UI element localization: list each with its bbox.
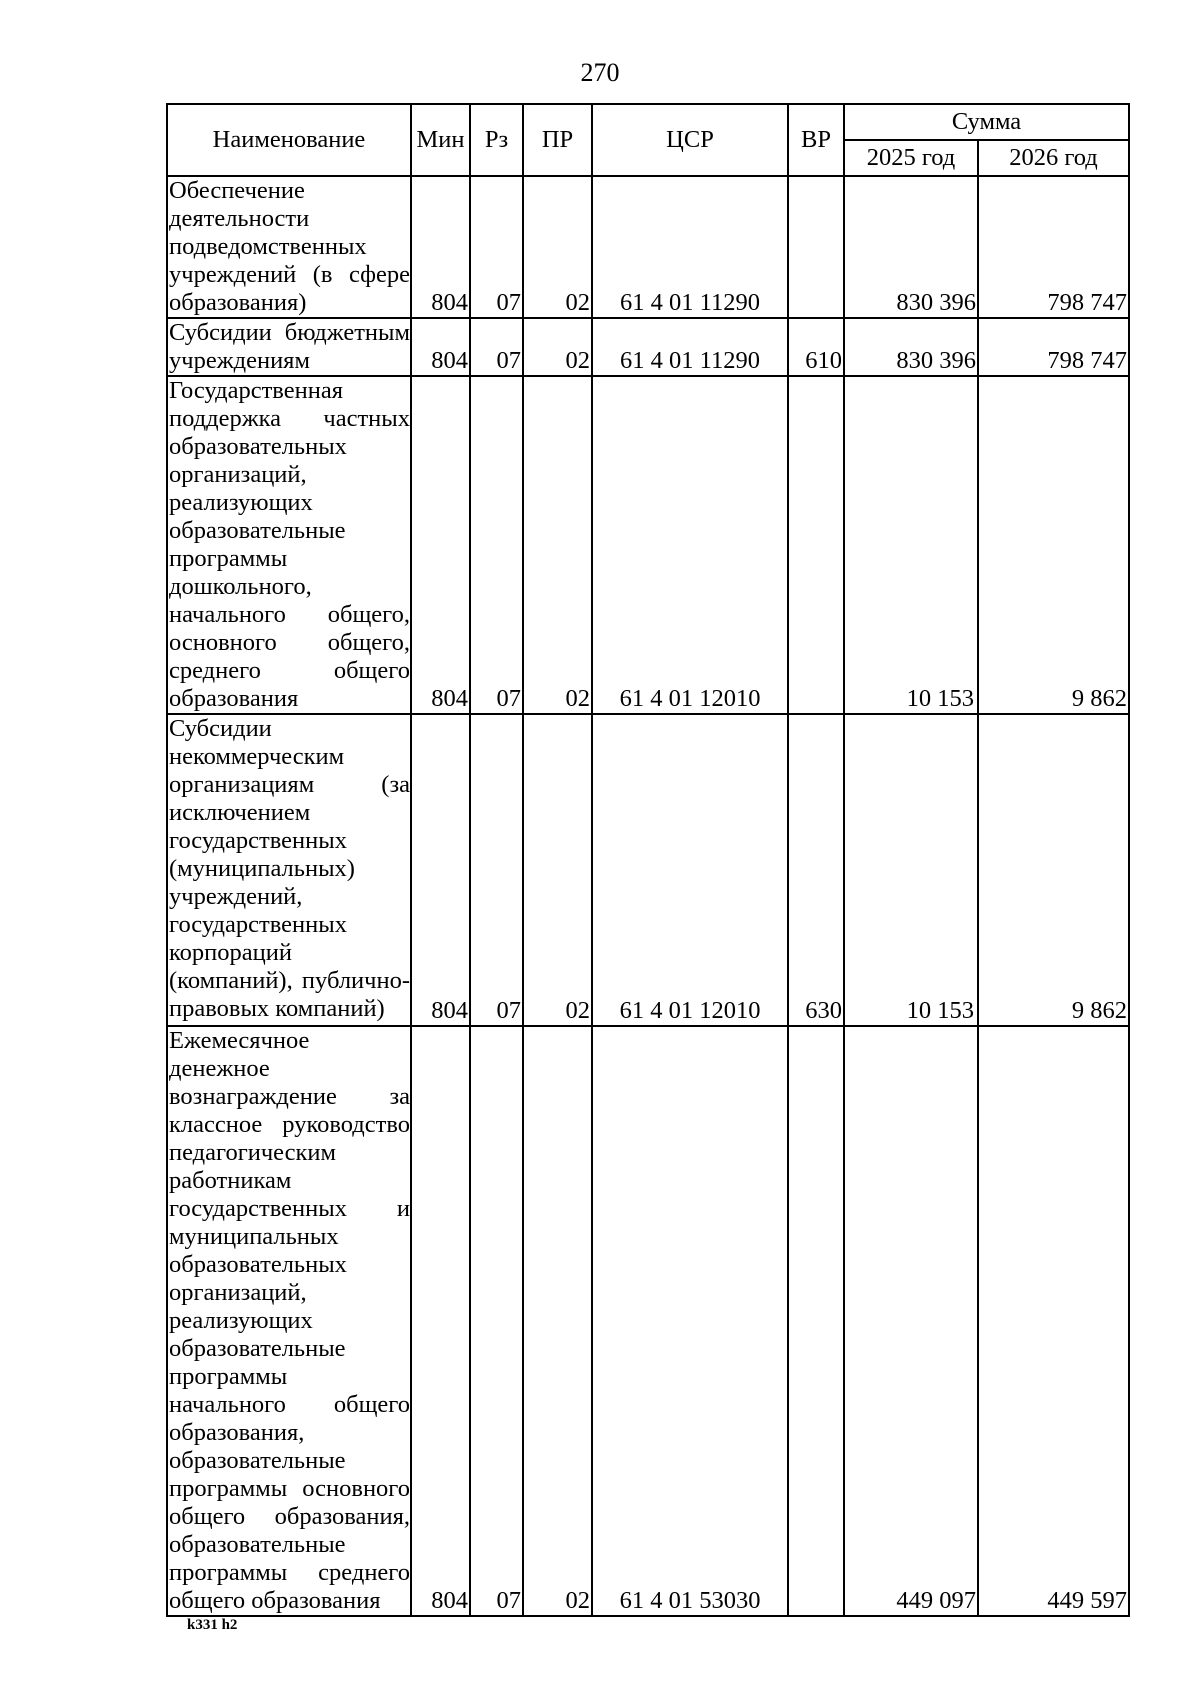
row-sum-2025: 830 396 <box>844 318 978 376</box>
row-rz: 07 <box>470 714 523 1026</box>
row-pr: 02 <box>523 714 592 1026</box>
table-body <box>167 176 1129 1616</box>
row-min: 804 <box>411 714 470 1026</box>
row-sum-2026: 449 597 <box>978 1026 1129 1616</box>
row-csr: 61 4 01 11290 <box>592 176 788 318</box>
row-csr: 61 4 01 11290 <box>592 318 788 376</box>
table-row <box>167 714 1129 1026</box>
row-pr: 02 <box>523 1026 592 1616</box>
row-name: Государственная поддержка частных образовательных организаций, реализующих образовательные программы дошкольного, начального общего, основного общего, среднего общего образования <box>169 377 410 712</box>
header-csr: ЦСР <box>592 104 788 176</box>
header-year-2025: 2025 год <box>844 140 978 176</box>
table-row <box>167 318 1129 376</box>
row-sum-2026: 9 862 <box>978 714 1129 1026</box>
header-vr: ВР <box>788 104 844 176</box>
row-csr: 61 4 01 12010 <box>592 714 788 1026</box>
row-name: Обеспечение деятельности подведомственных учреждений (в сфере образования) <box>169 177 410 316</box>
row-min: 804 <box>411 318 470 376</box>
row-sum-2026: 798 747 <box>978 176 1129 318</box>
budget-table <box>166 103 1130 1617</box>
row-vr <box>788 1026 844 1616</box>
table-row <box>167 1026 1129 1616</box>
row-rz: 07 <box>470 1026 523 1616</box>
row-name: Субсидии бюджетным учреждениям <box>169 319 410 374</box>
header-sum: Сумма <box>844 104 1129 140</box>
row-min: 804 <box>411 176 470 318</box>
row-rz: 07 <box>470 376 523 714</box>
header-name: Наименование <box>167 104 411 176</box>
row-name: Субсидии некоммерческим организациям (за исключением государственных (муниципальных) учреждений, государственных корпораций (компаний), публично-правовых компаний) <box>167 714 411 1026</box>
row-rz: 07 <box>470 176 523 318</box>
table-row <box>167 176 1129 318</box>
header-rz: Рз <box>470 104 523 176</box>
page-number: 270 <box>580 58 620 87</box>
footer-code: k331 h2 <box>187 1617 238 1633</box>
row-vr <box>788 176 844 318</box>
table-row <box>167 376 1129 714</box>
row-min: 804 <box>411 376 470 714</box>
row-pr: 02 <box>523 318 592 376</box>
row-pr: 02 <box>523 376 592 714</box>
header-year-2026: 2026 год <box>978 140 1129 176</box>
row-rz: 07 <box>470 318 523 376</box>
row-sum-2026: 798 747 <box>978 318 1129 376</box>
table-header <box>167 104 1129 176</box>
row-sum-2025: 10 153 <box>844 376 978 714</box>
row-min: 804 <box>411 1026 470 1616</box>
row-pr: 02 <box>523 176 592 318</box>
row-sum-2026: 9 862 <box>978 376 1129 714</box>
row-sum-2025: 449 097 <box>844 1026 978 1616</box>
row-vr: 610 <box>788 318 844 376</box>
row-csr: 61 4 01 53030 <box>592 1026 788 1616</box>
row-sum-2025: 10 153 <box>844 714 978 1026</box>
row-vr <box>788 376 844 714</box>
row-csr: 61 4 01 12010 <box>592 376 788 714</box>
header-min: Мин <box>411 104 470 176</box>
header-pr: ПР <box>523 104 592 176</box>
row-sum-2025: 830 396 <box>844 176 978 318</box>
row-name: Ежемесячное денежное вознаграждение за классное руководство педагогическим работникам государственных и муниципальных образовательных организаций, реализующих образовательные программы начального общего образования, образовательные программы основного общего образования, образовательные программы среднего общего образования <box>169 1027 410 1614</box>
row-vr: 630 <box>788 714 844 1026</box>
